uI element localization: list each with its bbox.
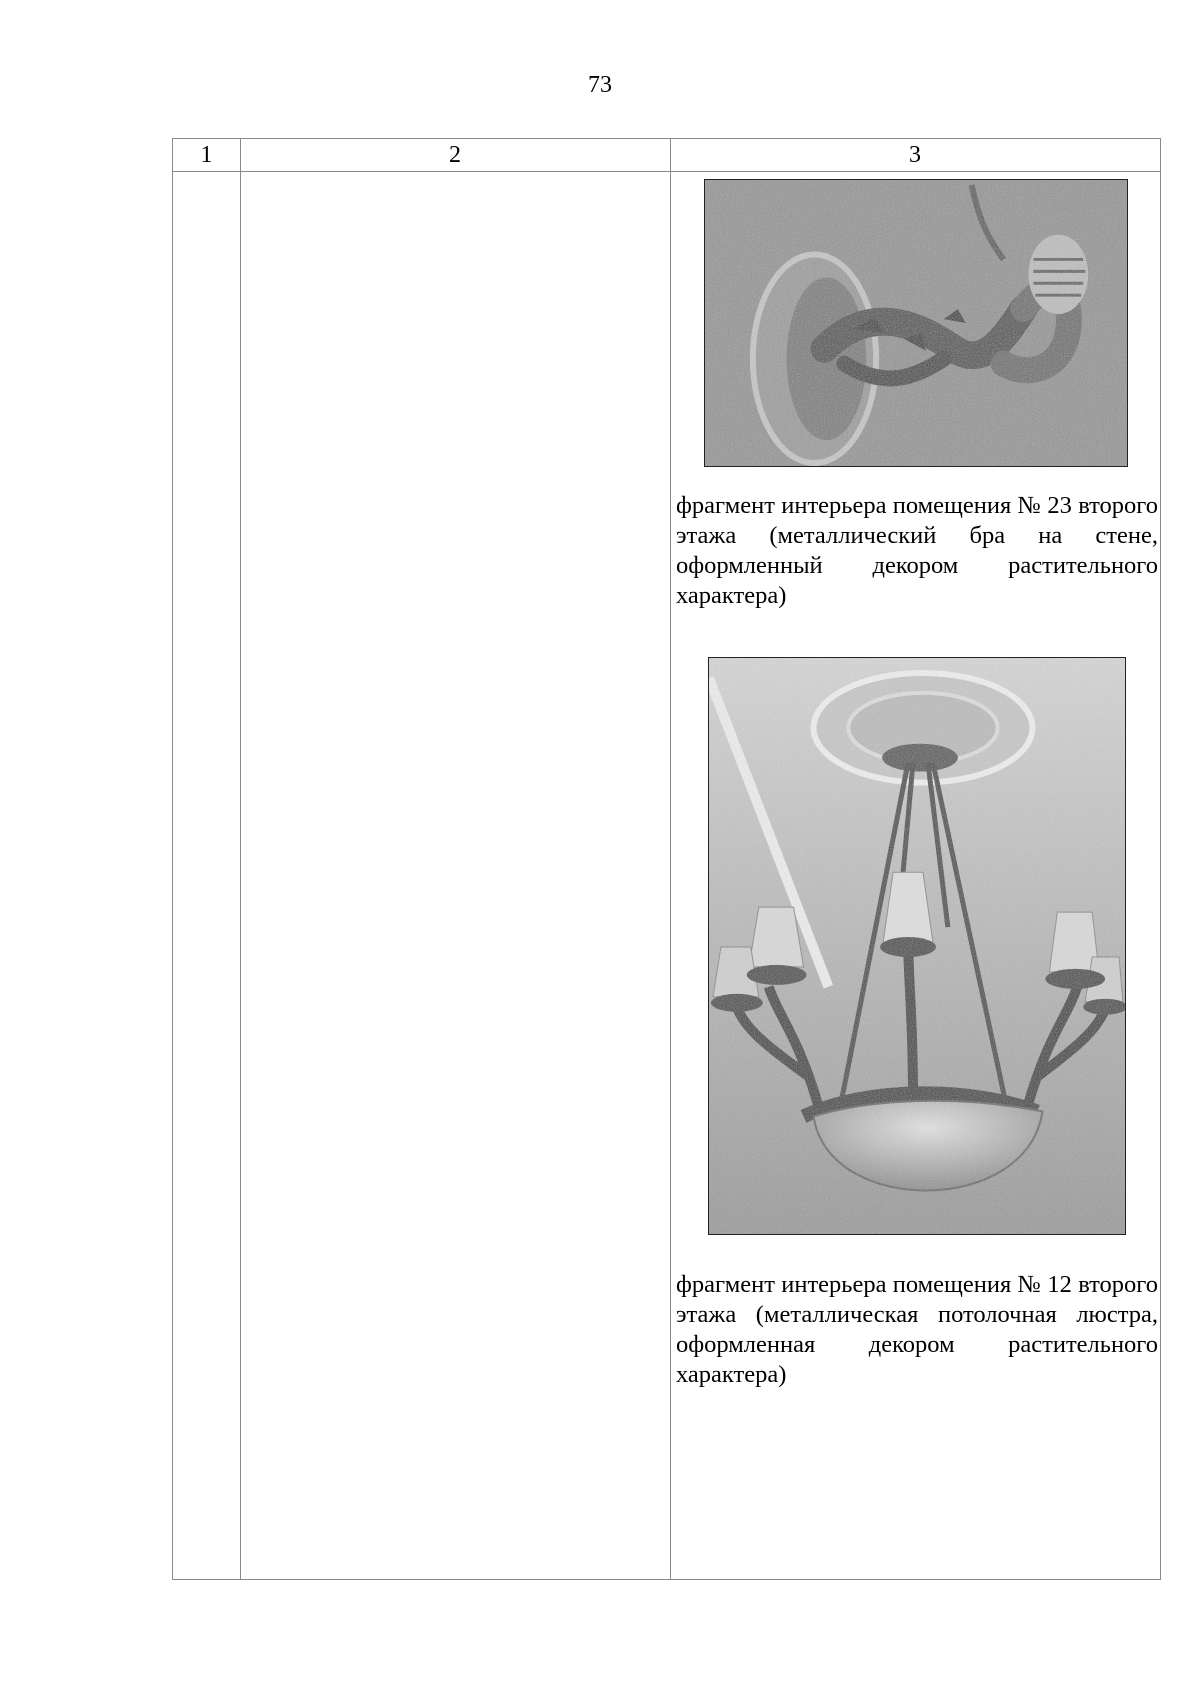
header-cell-2: 2 (449, 142, 461, 168)
header-cell-3: 3 (909, 142, 921, 168)
chandelier-image (709, 658, 1125, 1234)
column-divider (240, 139, 241, 1579)
table-header-row (173, 139, 1160, 172)
page-number: 73 (588, 72, 612, 98)
column-divider (670, 139, 671, 1579)
header-cell-1: 1 (200, 142, 213, 168)
document-table (172, 138, 1161, 1580)
wall-sconce-photo (704, 179, 1128, 467)
photo-caption: фрагмент интерьера помещения № 12 второго этажа (металлическая потолочная люстра, оформленная декором растительного характера) (676, 1271, 1158, 1388)
photo-caption: фрагмент интерьера помещения № 23 второго этажа (металлический бра на стене, оформленный декором растительного характера) (676, 492, 1158, 609)
ceiling-chandelier-photo (708, 657, 1126, 1235)
wall-sconce-image (705, 180, 1127, 466)
